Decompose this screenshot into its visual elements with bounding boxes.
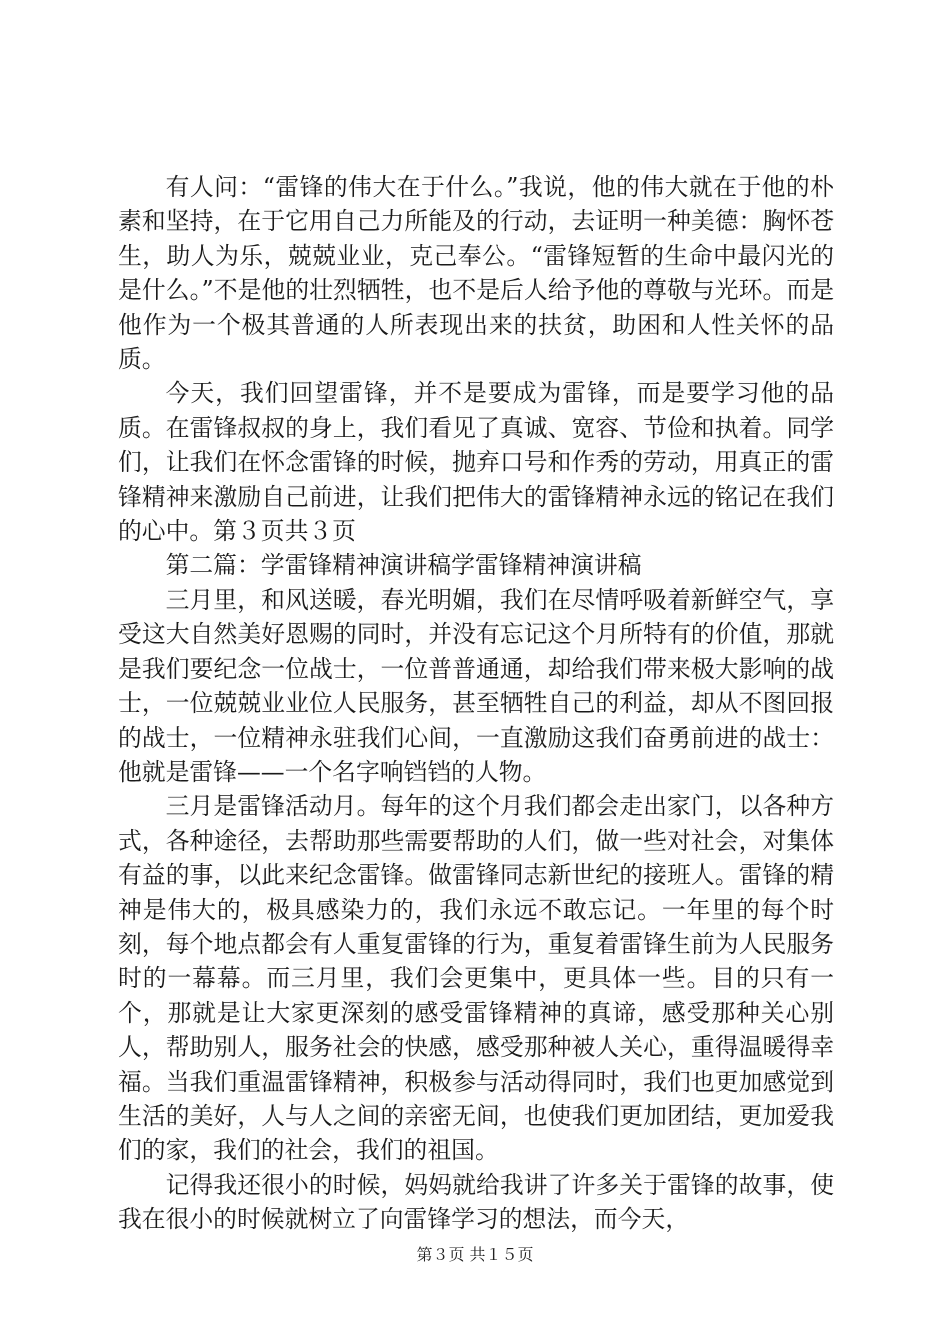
page-footer: 第３页 共１５页 xyxy=(416,1245,534,1264)
paragraph-2: 今天，我们回望雷锋，并不是要成为雷锋，而是要学习他的品质。在雷锋叔叔的身上，我们看见了真诚、宽容、节俭和执着。同学们，让我们在怀念雷锋的时候，抛弃口号和作秀的劳动，用真正的雷锋精神来激励自己前进，让我们把伟大的雷锋精神永远的铭记在我们的心中。第３页共３页 xyxy=(118,379,834,546)
paragraph-1: 有人问：“雷锋的伟大在于什么。”我说，他的伟大就在于他的朴素和坚持，在于它用自己力所能及的行动，去证明一种美德：胸怀苍生，助人为乐，兢兢业业，克己奉公。“雷锋短暂的生命中最闪光的是什么。”不是他的壮烈牺牲，也不是后人给予他的尊敬与光环。而是他作为一个极其普通的人所表现出来的扶贫，助困和人性关怀的品质。 xyxy=(118,173,834,374)
document-body xyxy=(118,170,834,1237)
paragraph-4: 三月是雷锋活动月。每年的这个月我们都会走出家门，以各种方式，各种途径，去帮助那些需要帮助的人们，做一些对社会，对集体有益的事，以此来纪念雷锋。做雷锋同志新世纪的接班人。雷锋的精神是伟大的，极具感染力的，我们永远不敢忘记。一年里的每个时刻，每个地点都会有人重复雷锋的行为，重复着雷锋生前为人民服务时的一幕幕。而三月里，我们会更集中，更具体一些。目的只有一个，那就是让大家更深刻的感受雷锋精神的真谛，感受那种关心别人，帮助别人，服务社会的快感，感受那种被人关心，重得温暖得幸福。当我们重温雷锋精神，积极参与活动得同时，我们也更加感觉到生活的美好，人与人之间的亲密无间，也使我们更加团结，更加爱我们的家，我们的社会，我们的祖国。 xyxy=(118,792,834,1165)
paragraph-3: 三月里，和风送暖，春光明媚，我们在尽情呼吸着新鲜空气，享受这大自然美好恩赐的同时，并没有忘记这个月所特有的价值，那就是我们要纪念一位战士，一位普普通通，却给我们带来极大影响的战士，一位兢兢业业位人民服务，甚至牺牲自己的利益，却从不图回报的战士，一位精神永驻我们心间，一直激励这我们奋勇前进的战士：他就是雷锋——一个名字响铛铛的人物。 xyxy=(118,585,834,786)
section-heading: 第二篇：学雷锋精神演讲稿学雷锋精神演讲稿 xyxy=(165,551,642,580)
paragraph-5: 记得我还很小的时候，妈妈就给我讲了许多关于雷锋的故事，使我在很小的时候就树立了向雷锋学习的想法，而今天， xyxy=(118,1170,834,1234)
